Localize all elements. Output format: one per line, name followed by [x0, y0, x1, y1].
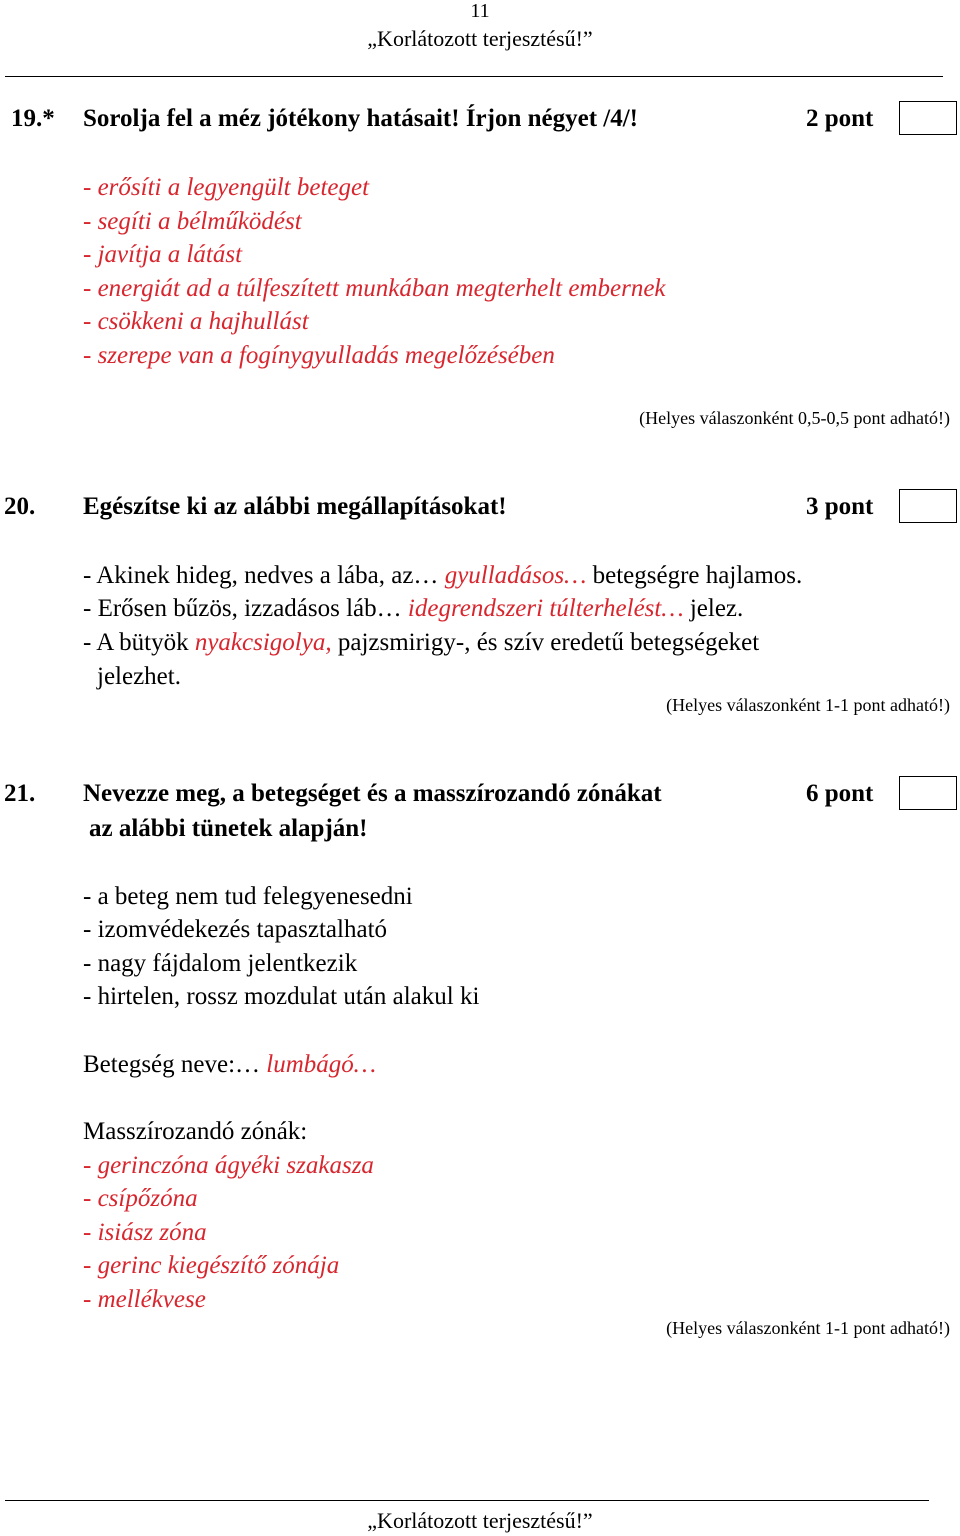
q21-score-box[interactable] — [899, 776, 957, 810]
header-rule — [5, 76, 943, 77]
header-restriction: „Korlátozott terjesztésű!” — [367, 26, 593, 51]
q20-s1-post: betegségre hajlamos. — [586, 562, 803, 589]
q21-zone-3: - isiász zóna — [83, 1219, 207, 1246]
q21-zone-5: - mellékvese — [83, 1286, 206, 1313]
q20-statement-2 — [83, 594, 743, 624]
q21-prompt-line-2: az alábbi tünetek alapján! — [89, 815, 368, 842]
q20-score-box[interactable] — [899, 489, 957, 523]
q21-disease-line — [83, 1050, 376, 1080]
q19-prompt: Sorolja fel a méz jótékony hatásait! Írjon négyet /4/! — [83, 105, 639, 132]
q20-s1-pre: - Akinek hideg, nedves a lába, az… — [83, 562, 445, 589]
q19-answer-5: - csökkeni a hajhullást — [83, 308, 309, 335]
q21-symptom-1: - a beteg nem tud felegyenesedni — [83, 883, 413, 910]
q19-number: 19.* — [11, 105, 55, 132]
q21-zone-1: - gerinczóna ágyéki szakasza — [83, 1152, 374, 1179]
q19-points: 2 pont — [806, 105, 874, 132]
q21-zone-4: - gerinc kiegészítő zónája — [83, 1252, 340, 1279]
q21-zones-label: Masszírozandó zónák: — [83, 1118, 308, 1145]
q21-symptom-3: - nagy fájdalom jelentkezik — [83, 950, 358, 977]
q20-prompt: Egészítse ki az alábbi megállapításokat! — [83, 493, 507, 520]
q20-s3-answer: nyakcsigolya, — [194, 629, 332, 656]
q19-answer-3: - javítja a látást — [83, 241, 243, 268]
q21-zone-2: - csípőzóna — [83, 1185, 198, 1212]
q19-answer-1: - erősíti a legyengült beteget — [83, 174, 370, 201]
q20-s3-pre: - A bütyök — [83, 629, 195, 656]
q21-prompt-line-1: Nevezze meg, a betegséget és a masszírozandó zónákat — [83, 780, 662, 807]
q21-points: 6 pont — [806, 780, 874, 807]
q21-number: 21. — [4, 780, 36, 807]
q20-s2-answer: idegrendszeri túlterhelést… — [407, 595, 684, 622]
q20-s2-pre: - Erősen bűzös, izzadásos láb… — [83, 595, 408, 622]
q21-symptom-2: - izomvédekezés tapasztalható — [83, 916, 388, 943]
q19-answer-6: - szerepe van a fogínygyulladás megelőzésében — [83, 342, 555, 369]
q19-answer-4: - energiát ad a túlfeszített munkában megterhelt embernek — [83, 275, 666, 302]
q20-s1-answer: gyulladásos… — [444, 562, 587, 589]
footer-rule — [5, 1500, 929, 1501]
q20-number: 20. — [4, 493, 36, 520]
q21-disease-label: Betegség neve:… — [83, 1051, 267, 1078]
q20-points: 3 pont — [806, 493, 874, 520]
footer-restriction: „Korlátozott terjesztésű!” — [367, 1508, 593, 1533]
q20-scoring-note: (Helyes válaszonként 1-1 pont adható!) — [666, 695, 950, 715]
q19-scoring-note: (Helyes válaszonként 0,5-0,5 pont adható!) — [639, 408, 950, 428]
page-number: 11 — [470, 0, 490, 22]
q19-score-box[interactable] — [899, 101, 957, 135]
q20-s3-post: pajzsmirigy-, és szív eredetű betegségeket — [331, 629, 760, 656]
q20-statement-3-continued: jelezhet. — [97, 663, 181, 690]
q19-answer-2: - segíti a bélműködést — [83, 208, 302, 235]
q20-s2-post: jelez. — [683, 595, 744, 622]
q21-disease-answer: lumbágó… — [266, 1051, 377, 1078]
q20-statement-1 — [83, 561, 802, 591]
q20-statement-3 — [83, 628, 759, 658]
q21-symptom-4: - hirtelen, rossz mozdulat után alakul ki — [83, 983, 480, 1010]
q21-scoring-note: (Helyes válaszonként 1-1 pont adható!) — [666, 1318, 950, 1338]
